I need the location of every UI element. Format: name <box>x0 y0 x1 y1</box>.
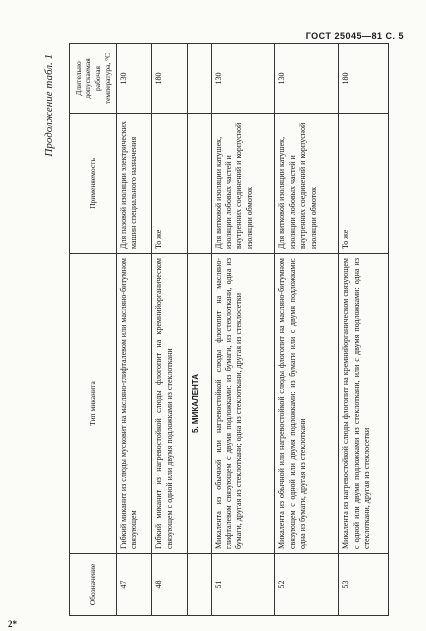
row-code: 51 <box>211 554 275 616</box>
table-row <box>117 44 152 616</box>
row-type: Микалента из нагревостойкой слюды флогопит на кремнийорганическом связующем с одной или двумя подложками из стеклоткани, или с двумя подложками: одна из стеклоткани, другая из стеклосетки <box>339 254 389 554</box>
section-title: 5. МИКАЛЕНТА <box>187 254 211 554</box>
section-spacer <box>187 114 211 254</box>
row-temperature: 180 <box>152 44 187 114</box>
column-header-use: Применяемость <box>70 114 117 254</box>
row-temperature: 130 <box>275 44 339 114</box>
table-row <box>339 44 389 616</box>
standard-code-header: ГОСТ 25045—81 С. 5 <box>305 31 404 41</box>
row-type: Гибкий миканит из нагревостойкой слюды флогопит на кремнийорганическом связующем с одной или двумя подложками из стеклоткани <box>152 254 187 554</box>
table-row <box>152 44 187 616</box>
column-header-temperature: Длительно допускаемая рабочая температура, °С <box>70 44 117 114</box>
rotated-table-region <box>43 44 389 616</box>
row-use: Для витковой изоляции катушек, изоляции лобовых частей и внутренних соединений и корпусной изоляции обмоток <box>275 114 339 254</box>
column-header-type: Тип миканита <box>70 254 117 554</box>
mica-types-table <box>69 43 389 616</box>
row-code: 47 <box>117 554 152 616</box>
table-row <box>211 44 275 616</box>
row-use: То же <box>152 114 187 254</box>
row-use: То же <box>339 114 389 254</box>
row-use: Для витковой изоляции катушек, изоляции лобовых частей и внутренних соединений и корпусной изоляции обмоток <box>211 114 275 254</box>
row-temperature: 130 <box>117 44 152 114</box>
section-spacer <box>187 44 211 114</box>
row-use: Для пазовой изоляции электрических машин специального назначения <box>117 114 152 254</box>
row-type: Микалента из обычной или нагревостойкой слюды флогопит на масляно-битумном связующем с одной или двумя подложками: из бумаги или с двумя подложками: одна из бумаги, другая из стеклоткани <box>275 254 339 554</box>
table-row <box>275 44 339 616</box>
row-code: 52 <box>275 554 339 616</box>
section-spacer <box>187 554 211 616</box>
row-code: 48 <box>152 554 187 616</box>
table-header-row <box>70 44 117 616</box>
column-header-code: Обозначение <box>70 554 117 616</box>
section-row <box>187 44 211 616</box>
page-signature-mark: 2* <box>8 619 17 629</box>
row-type: Микалента из обычной или нагревостойкой слюды флогопит на масляно-глифталевом связующем с двумя подложками: из бумаги, из стеклоткани, одна из бумаги, другая из стеклоткани; одна из стеклоткани, другая из стеклосетки <box>211 254 275 554</box>
table-continuation-title: Продолжение табл. 1 <box>43 54 55 157</box>
row-temperature: 180 <box>339 44 389 114</box>
row-temperature: 130 <box>211 44 275 114</box>
row-type: Гибкий миканит из слюды мусковит на масляно-глифталевом или масляно-битумном связующем <box>117 254 152 554</box>
row-code: 53 <box>339 554 389 616</box>
